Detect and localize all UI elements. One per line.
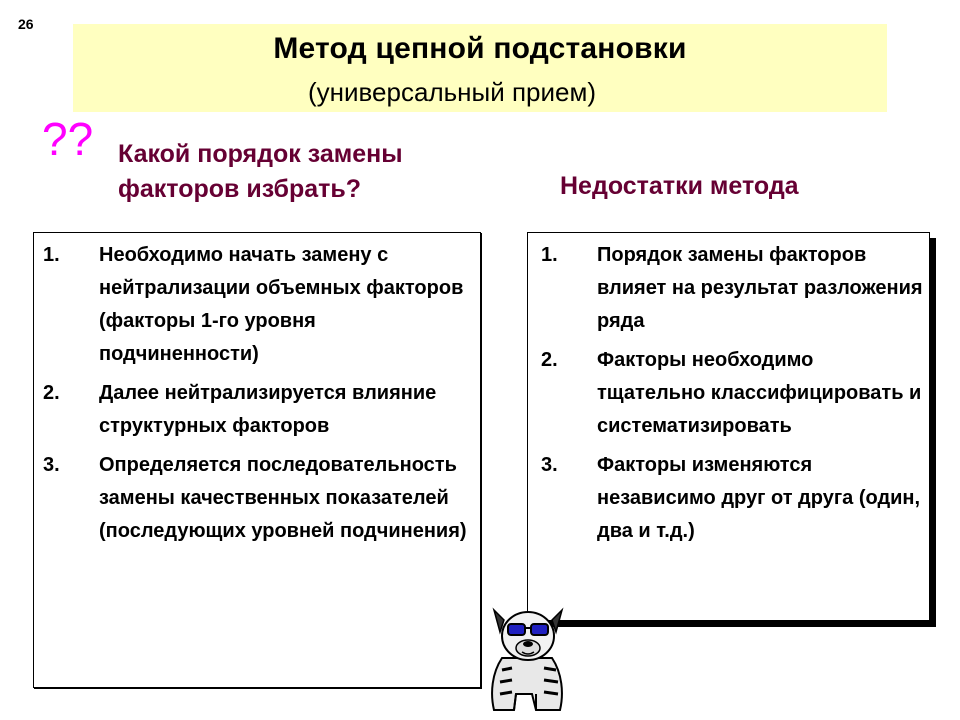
list-item-number: 3. bbox=[541, 454, 558, 476]
list-item bbox=[43, 449, 473, 548]
drawbacks-heading: Недостатки метода bbox=[560, 172, 799, 200]
list-item bbox=[541, 449, 926, 548]
list-item-text: Факторы необходимо тщательно классифицировать и систематизировать bbox=[597, 349, 922, 437]
list-item bbox=[541, 239, 926, 338]
question-marks: ?? bbox=[42, 113, 94, 165]
slide-number: 26 bbox=[18, 16, 34, 32]
drawbacks-list bbox=[541, 239, 926, 554]
order-list bbox=[43, 239, 473, 554]
list-item-text: Необходимо начать замену с нейтрализации объемных факторов (факторы 1-го уровня подчиненности) bbox=[99, 244, 464, 365]
slide-title: Метод цепной подстановки bbox=[273, 32, 687, 65]
list-item-text: Факторы изменяются независимо друг от друга (один, два и т.д.) bbox=[597, 454, 921, 542]
list-item-number: 2. bbox=[43, 382, 60, 404]
question-heading: Какой порядок замены факторов избрать? bbox=[118, 140, 403, 203]
title-banner bbox=[73, 24, 887, 112]
list-item bbox=[43, 239, 473, 371]
list-item-text: Порядок замены факторов влияет на результат разложения ряда bbox=[597, 244, 923, 332]
drawbacks-list-box bbox=[527, 232, 930, 621]
slide-subtitle: (универсальный прием) bbox=[308, 77, 597, 107]
list-item bbox=[541, 344, 926, 443]
dog-clipart-icon bbox=[472, 598, 588, 714]
list-item-text: Далее нейтрализируется влияние структурных факторов bbox=[99, 382, 437, 437]
list-item-number: 2. bbox=[541, 349, 558, 371]
list-item bbox=[43, 377, 473, 443]
order-list-box bbox=[33, 232, 481, 688]
list-item-number: 1. bbox=[541, 244, 558, 266]
list-item-number: 1. bbox=[43, 244, 60, 266]
list-item-number: 3. bbox=[43, 454, 60, 476]
list-item-text: Определяется последовательность замены качественных показателей (последующих уровней подчинения) bbox=[99, 454, 467, 542]
